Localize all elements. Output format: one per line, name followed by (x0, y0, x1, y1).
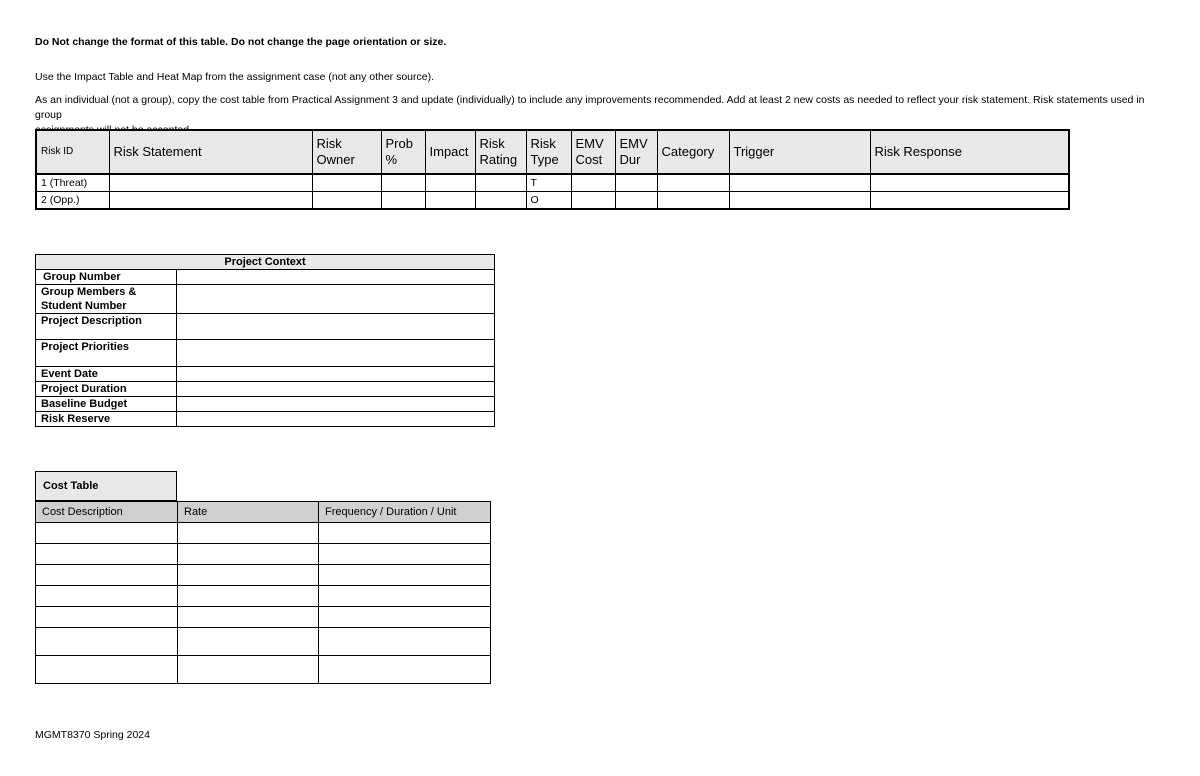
context-label-group-members: Group Members & Student Number (36, 285, 177, 314)
frequency-cell[interactable] (319, 607, 491, 628)
cost-description-cell[interactable] (36, 607, 178, 628)
context-row (36, 314, 495, 340)
risk-owner-cell[interactable] (312, 174, 381, 192)
trigger-cell[interactable] (729, 192, 870, 210)
cost-row (36, 628, 491, 656)
emv-dur-cell[interactable] (615, 174, 657, 192)
context-value-cell[interactable] (177, 412, 495, 427)
context-row (36, 382, 495, 397)
frequency-cell[interactable] (319, 565, 491, 586)
format-warning: Do Not change the format of this table. Do not change the page orientation or size. (35, 36, 447, 48)
risk-owner-cell[interactable] (312, 192, 381, 210)
risk-statement-cell[interactable] (109, 174, 312, 192)
risk-rating-cell[interactable] (475, 192, 526, 210)
header-prob: Prob % (381, 130, 425, 174)
context-value-cell[interactable] (177, 270, 495, 285)
cost-description-cell[interactable] (36, 565, 178, 586)
prob-cell[interactable] (381, 192, 425, 210)
context-label-project-description: Project Description (36, 314, 177, 340)
header-risk-statement: Risk Statement (109, 130, 312, 174)
risk-type-cell: O (526, 192, 571, 210)
project-context-title: Project Context (36, 255, 495, 270)
frequency-cell[interactable] (319, 656, 491, 684)
risk-response-cell[interactable] (870, 192, 1069, 210)
cost-row (36, 523, 491, 544)
header-risk-owner: Risk Owner (312, 130, 381, 174)
header-category: Category (657, 130, 729, 174)
cost-row (36, 544, 491, 565)
cost-row (36, 565, 491, 586)
context-value-cell[interactable] (177, 397, 495, 412)
context-row (36, 340, 495, 367)
header-frequency: Frequency / Duration / Unit (319, 502, 491, 523)
project-context-table (35, 254, 495, 427)
context-label-project-duration: Project Duration (36, 382, 177, 397)
cost-table-title: Cost Table (35, 471, 177, 501)
rate-cell[interactable] (178, 656, 319, 684)
risk-row-threat (36, 174, 1069, 192)
header-emv-dur: EMV Dur (615, 130, 657, 174)
risk-statement-cell[interactable] (109, 192, 312, 210)
context-label-baseline-budget: Baseline Budget (36, 397, 177, 412)
emv-cost-cell[interactable] (571, 192, 615, 210)
cost-table-header-row (36, 502, 491, 523)
context-value-cell[interactable] (177, 314, 495, 340)
cost-row (36, 607, 491, 628)
header-trigger: Trigger (729, 130, 870, 174)
trigger-cell[interactable] (729, 174, 870, 192)
risk-rating-cell[interactable] (475, 174, 526, 192)
cost-table (35, 501, 491, 684)
impact-table-instruction: Use the Impact Table and Heat Map from the assignment case (not any other source). (35, 71, 435, 83)
context-label-event-date: Event Date (36, 367, 177, 382)
cost-description-cell[interactable] (36, 628, 178, 656)
header-risk-rating: Risk Rating (475, 130, 526, 174)
prob-cell[interactable] (381, 174, 425, 192)
cost-description-cell[interactable] (36, 656, 178, 684)
context-value-cell[interactable] (177, 382, 495, 397)
context-label-project-priorities: Project Priorities (36, 340, 177, 367)
risk-id-cell: 2 (Opp.) (36, 192, 109, 210)
header-emv-cost: EMV Cost (571, 130, 615, 174)
instruction-line-1: As an individual (not a group), copy the cost table from Practical Assignment 3 and update (individually) to include any improvements recommended. Add at least 2 new costs as needed to reflect your risk statement. Risk statements used in group (35, 94, 1145, 121)
context-row (36, 367, 495, 382)
frequency-cell[interactable] (319, 544, 491, 565)
cost-description-cell[interactable] (36, 586, 178, 607)
header-rate: Rate (178, 502, 319, 523)
header-risk-id: Risk ID (36, 130, 109, 174)
cost-row (36, 656, 491, 684)
emv-cost-cell[interactable] (571, 174, 615, 192)
header-cost-description: Cost Description (36, 502, 178, 523)
frequency-cell[interactable] (319, 628, 491, 656)
header-risk-response: Risk Response (870, 130, 1069, 174)
context-label-group-number: Group Number (36, 270, 177, 285)
header-risk-type: Risk Type (526, 130, 571, 174)
cost-description-cell[interactable] (36, 544, 178, 565)
context-row (36, 412, 495, 427)
cost-row (36, 586, 491, 607)
rate-cell[interactable] (178, 628, 319, 656)
context-row (36, 397, 495, 412)
risk-table-header-row (36, 130, 1069, 174)
rate-cell[interactable] (178, 565, 319, 586)
context-value-cell[interactable] (177, 367, 495, 382)
risk-response-cell[interactable] (870, 174, 1069, 192)
risk-type-cell: T (526, 174, 571, 192)
frequency-cell[interactable] (319, 523, 491, 544)
risk-id-cell: 1 (Threat) (36, 174, 109, 192)
emv-dur-cell[interactable] (615, 192, 657, 210)
context-value-cell[interactable] (177, 285, 495, 314)
rate-cell[interactable] (178, 523, 319, 544)
cost-description-cell[interactable] (36, 523, 178, 544)
frequency-cell[interactable] (319, 586, 491, 607)
context-row (36, 285, 495, 314)
impact-cell[interactable] (425, 192, 475, 210)
impact-cell[interactable] (425, 174, 475, 192)
context-value-cell[interactable] (177, 340, 495, 367)
project-context-header (36, 255, 495, 270)
context-label-risk-reserve: Risk Reserve (36, 412, 177, 427)
rate-cell[interactable] (178, 607, 319, 628)
footer-course-label: MGMT8370 Spring 2024 (35, 729, 150, 741)
risk-table (35, 129, 1070, 210)
header-impact: Impact (425, 130, 475, 174)
context-row (36, 270, 495, 285)
category-cell[interactable] (657, 174, 729, 192)
risk-row-opportunity (36, 192, 1069, 210)
rate-cell[interactable] (178, 544, 319, 565)
rate-cell[interactable] (178, 586, 319, 607)
category-cell[interactable] (657, 192, 729, 210)
